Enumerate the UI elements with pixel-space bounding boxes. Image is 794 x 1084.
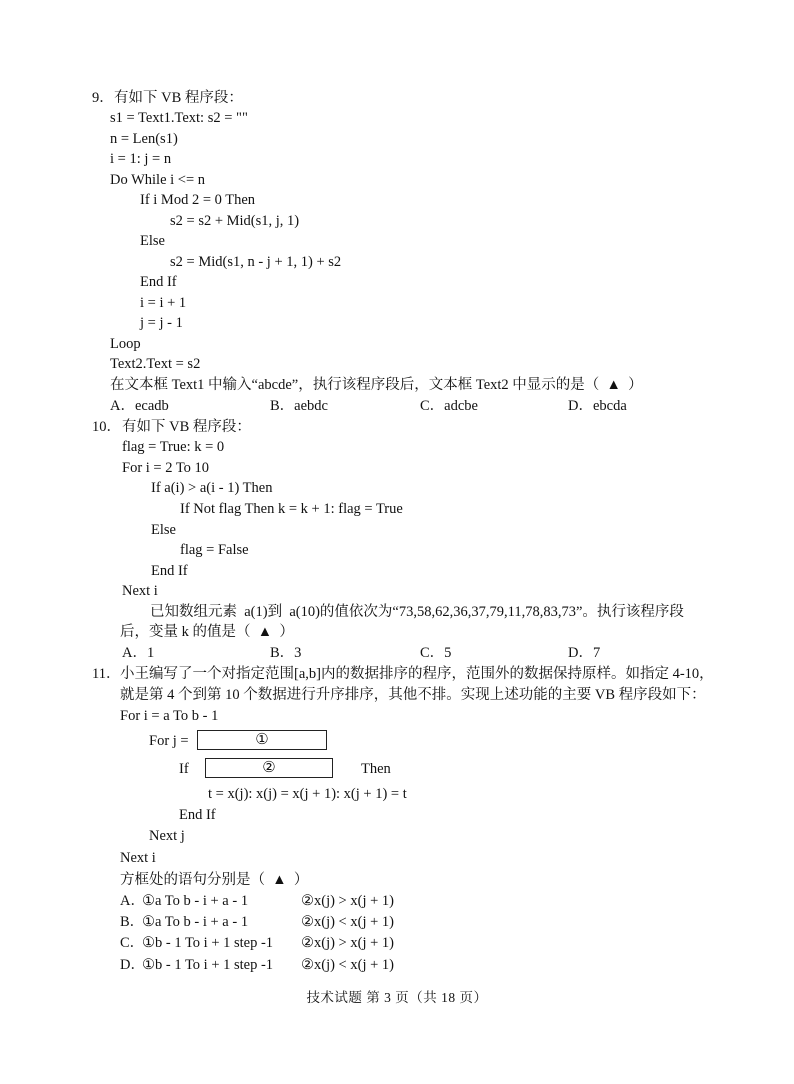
q11-option-d-label: D． — [120, 957, 145, 973]
q9-code-line: Loop — [110, 336, 141, 352]
q9-code-line: i = i + 1 — [140, 295, 187, 311]
q10-option-c: C．5 — [420, 645, 452, 661]
q11-stem-line1: 小王编写了一个对指定范围[a,b]内的数据排序的程序，范围外的数据保持原样。如指定 4-10， — [120, 666, 714, 682]
q9-option-a: A．ecadb — [110, 398, 169, 414]
q11-option-a-part1: ①a To b - i + a - 1 — [142, 893, 249, 909]
q10-question-line2: 后，变量 k 的值是（ ▲ ） — [120, 624, 294, 640]
q11-stem-line2: 就是第 4 个到第 10 个数据进行升序排序，其他不排。实现上述功能的主要 VB 程序段如下： — [120, 687, 706, 703]
q9-code-line: End If — [140, 274, 177, 290]
q10-question-line1: 已知数组元素 a(1)到 a(10)的值依次为“73,58,62,36,37,79,11,78,83,73”。执行该程序段 — [150, 604, 684, 620]
q11-option-b-label: B． — [120, 914, 145, 930]
q9-question: 在文本框 Text1 中输入“abcde”，执行该程序段后，文本框 Text2 中显示的是（ ▲ ） — [110, 377, 643, 393]
q10-code-line: If Not flag Then k = k + 1: flag = True — [180, 501, 403, 517]
q10-code-line: Next i — [122, 583, 158, 599]
q9-code-line: i = 1: j = n — [110, 151, 172, 167]
q10-code-line: flag = False — [180, 542, 249, 558]
q11-option-d-part2: ②x(j) < x(j + 1) — [301, 957, 394, 973]
q11-code-next-i: Next i — [120, 850, 156, 866]
q10-option-b: B．3 — [270, 645, 302, 661]
q9-code-line: Else — [140, 233, 165, 249]
q9-code-line: s2 = Mid(s1, n - j + 1, 1) + s2 — [170, 254, 342, 270]
q10-option-a: A．1 — [122, 645, 155, 661]
q11-code-endif: End If — [179, 807, 216, 823]
q9-code-line: Do While i <= n — [110, 172, 206, 188]
q11-option-c-label: C． — [120, 935, 145, 951]
q9-code-line: s1 = Text1.Text: s2 = "" — [110, 110, 248, 126]
q11-code-if: If — [179, 761, 189, 777]
q9-stem: 有如下 VB 程序段： — [114, 90, 243, 106]
q9-option-b: B．aebdc — [270, 398, 328, 414]
q9-code-line: j = j - 1 — [140, 315, 183, 331]
q11-blank-box-2: ② — [205, 758, 333, 778]
q11-question: 方框处的语句分别是（ ▲ ） — [120, 872, 309, 888]
q11-code-swap: t = x(j): x(j) = x(j + 1): x(j + 1) = t — [208, 786, 407, 802]
q9-option-d: D．ebcda — [568, 398, 627, 414]
q10-code-line: End If — [151, 563, 188, 579]
q11-option-b-part1: ①a To b - i + a - 1 — [142, 914, 249, 930]
q9-code-line: If i Mod 2 = 0 Then — [140, 192, 256, 208]
q9-code-line: Text2.Text = s2 — [110, 356, 201, 372]
q11-option-a-label: A． — [120, 893, 145, 909]
q9-number: 9． — [92, 90, 114, 106]
q11-code-for-j: For j = — [149, 733, 189, 749]
q11-option-a-part2: ②x(j) > x(j + 1) — [301, 893, 394, 909]
q10-option-d: D．7 — [568, 645, 601, 661]
q10-stem: 有如下 VB 程序段： — [122, 419, 251, 435]
q11-blank-box-1: ① — [197, 730, 327, 750]
q11-code-for-i: For i = a To b - 1 — [120, 708, 219, 724]
q9-code-line: n = Len(s1) — [110, 131, 178, 147]
q9-option-c: C．adcbe — [420, 398, 478, 414]
q10-number: 10． — [92, 419, 121, 435]
q11-option-c-part2: ②x(j) > x(j + 1) — [301, 935, 394, 951]
q11-option-b-part2: ②x(j) < x(j + 1) — [301, 914, 394, 930]
q10-code-line: For i = 2 To 10 — [122, 460, 210, 476]
q11-option-c-part1: ①b - 1 To i + 1 step -1 — [142, 935, 274, 951]
q10-code-line: Else — [151, 522, 176, 538]
q11-number: 11． — [92, 666, 121, 682]
q10-code-line: If a(i) > a(i - 1) Then — [151, 480, 273, 496]
q9-code-line: s2 = s2 + Mid(s1, j, 1) — [170, 213, 300, 229]
page-footer: 技术试题 第 3 页（共 18 页） — [306, 990, 488, 1005]
q11-code-next-j: Next j — [149, 828, 185, 844]
q11-option-d-part1: ①b - 1 To i + 1 step -1 — [142, 957, 274, 973]
q10-code-line: flag = True: k = 0 — [122, 439, 225, 455]
q11-code-then: Then — [361, 761, 391, 777]
